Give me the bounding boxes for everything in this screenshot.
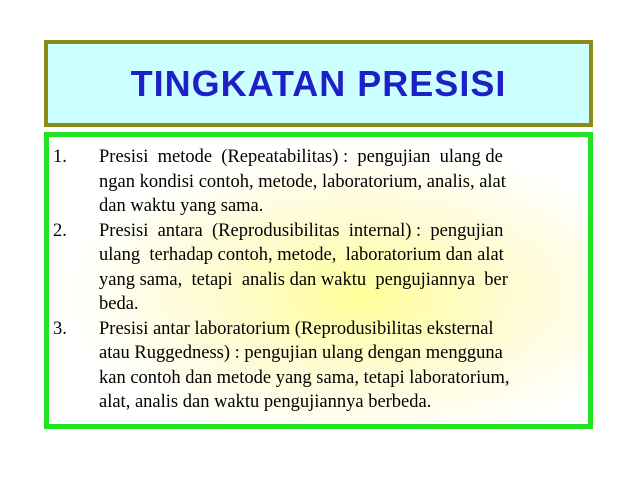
- item-text-line: alat, analis dan waktu pengujiannya berbeda.: [99, 392, 432, 412]
- item-text-line: Presisi metode (Repeatabilitas) : pengujian ulang de: [99, 147, 503, 167]
- item-number: 2.: [53, 220, 67, 241]
- item-text-line: Presisi antar laboratorium (Reprodusibilitas eksternal: [99, 318, 494, 339]
- item-text-line: Presisi antara (Reprodusibilitas internal) : pengujian: [99, 220, 504, 241]
- item-text-line: ulang terhadap contoh, metode, laboratorium dan alat: [99, 245, 504, 265]
- list-item-3: [53, 317, 580, 415]
- item-text-line: dan waktu yang sama.: [99, 196, 264, 216]
- item-text-line: yang sama, tetapi analis dan waktu pengujiannya ber: [99, 269, 508, 290]
- item-text-line: ngan kondisi contoh, metode, laboratorium, analis, alat: [99, 171, 506, 192]
- item-text: [99, 219, 580, 317]
- item-text: [99, 145, 580, 219]
- item-number: 1.: [53, 147, 67, 167]
- item-text: [99, 317, 580, 415]
- item-number: 3.: [53, 318, 67, 339]
- list-item-2: [53, 219, 580, 317]
- item-text-line: kan contoh dan metode yang sama, tetapi laboratorium,: [99, 367, 510, 388]
- content-box: [44, 132, 593, 429]
- title-box: [44, 40, 593, 127]
- item-text-line: beda.: [99, 294, 139, 314]
- slide-title: TINGKATAN PRESISI: [130, 62, 507, 104]
- item-text-line: atau Ruggedness) : pengujian ulang dengan mengguna: [99, 343, 503, 363]
- list-item-1: [53, 145, 580, 219]
- precision-list: [49, 137, 588, 415]
